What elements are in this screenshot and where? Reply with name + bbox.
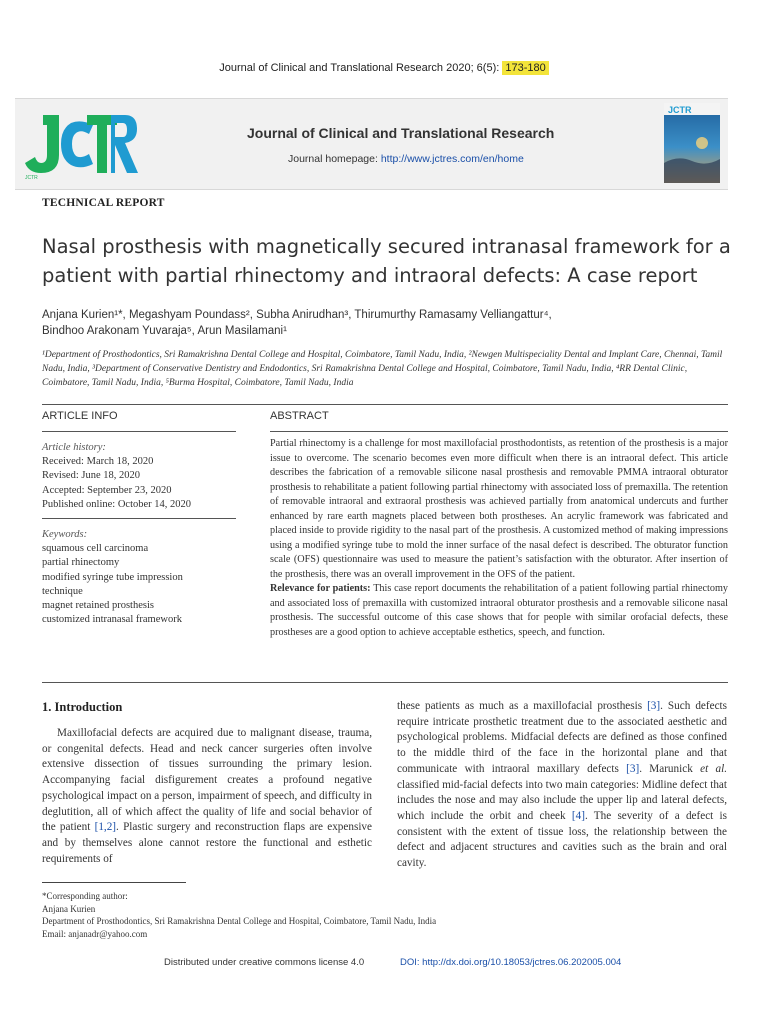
intro-text: . Such defects require intricate prosthetic treatment due to the associated aesthetic and psychological problems. Midfacial defects are defined as those confined to the middle third of the face in the horizontal plane and that communicate with intraoral maxillary defects [397,700,727,775]
logo-text: JCTR [25,175,38,181]
homepage-link[interactable]: http://www.jctres.com/en/home [380,153,524,165]
revised-date: Revised: June 18, 2020 [42,470,140,482]
relevance-label: Relevance for patients: [270,583,371,594]
published-date: Published online: October 14, 2020 [42,498,192,510]
doi-link[interactable]: DOI: http://dx.doi.org/10.18053/jctres.06.202005.004 [400,957,622,968]
paper-title [42,232,732,290]
author-list [42,308,732,339]
footnote-line: *Corresponding author: [42,891,128,901]
relevance-paragraph [270,582,728,640]
intro-text: Maxillofacial defects are acquired due to malignant disease, trauma, or congenital defects. Head and neck cancer surgeries often involve extensive dissection of tissues surrounding the primary lesion. Accompanying facial disfigurement creates a profound negative psychological impact on a person, impairment of speech, and difficulty in deglutition, all of which affect the quality of life and social behavior of the patient [42,727,372,834]
authors-line: Bindhoo Arakonam Yuvaraja⁵, Arun Masilamani¹ [42,324,287,337]
corresponding-author-footnote [42,890,542,940]
journal-banner [15,98,728,190]
intro-text: . Plastic surgery and reconstruction flaps are expensive and by themselves alone cannot restore the functional and esthetic requirements of [42,821,372,865]
paper-title-line: patient with partial rhinectomy and intraoral defects: A case report [42,264,698,287]
intro-text: classified mid-facial defects into two main categories: Midline defect that includes the nose and may also include the upper lip and lateral defects, which include the orbit and cheek [397,778,727,822]
footnote-divider [42,882,186,883]
divider [270,431,728,432]
keywords-label: Keywords: [42,529,88,540]
divider [42,431,236,432]
citation-text: Journal of Clinical and Translational Research 2020; 6(5): [219,62,503,74]
abstract-text: Partial rhinectomy is a challenge for most maxillofacial prosthodontists, as retention of the prosthesis is a major issue to overcome. The scenario becomes even more difficult when there is an intraoral defect. This article describes the fabrication of a removable silicone nasal prosthesis and removable PMMA intraoral obturator prosthesis to rehabilitate a patient following partial rhinectomy with associated loss of premaxilla. The retention of removable intraoral and extraoral prosthesis was achieved partially from anatomical undercuts and further enhanced by rare earth magnets placed between both prostheses. An acrylic framework was fabricated and placed inside to provide rigidity to the nasal part of the prosthesis. A customized method of making impressions using a modified syringe tube to mold the inner surface of the nasal defect is described. The obturator function scale (OFS) questionnaire was used to measure the patient’s satisfaction with the obturator. After insertion of the prosthesis, there was an overall improvement in the OFS of the patient. [270,438,728,580]
article-info-heading: ARTICLE INFO [42,410,118,422]
keyword: customized intranasal framework [42,614,182,626]
authors-line: Anjana Kurien¹*, Megashyam Poundass², Subha Anirudhan³, Thirumurthy Ramasamy Velliangattur⁴, [42,309,552,321]
history-label: Article history: [42,442,106,453]
intro-text: . The severity of a defect is consistent with the extent of tissue loss, the relationship between the defect and adjacent structures and cavities such as the brain and oral cavity. [397,809,727,870]
divider [42,682,728,683]
paper-title-line: Nasal prosthesis with magnetically secured intranasal framework for a [42,235,731,258]
relevance-text: This case report documents the rehabilitation of a patient following partial rhinectomy and associated loss of premaxilla with customized intraoral obturator prosthesis and a removable silicone nasal prosthesis. The successful outcome of this case shows that for people with similar orofacial defects, these prostheses are a good option to achieve acceptable esthetics, speech, and function. [270,583,728,638]
keyword: partial rhinectomy [42,557,120,569]
journal-citation [0,62,768,74]
keyword: squamous cell carcinoma [42,543,149,555]
keyword: magnet retained prosthesis [42,600,154,612]
footnote-line: Anjana Kurien [42,903,96,914]
citation-link[interactable]: [3] [647,700,661,712]
affiliations: ¹Department of Prosthodontics, Sri Ramakrishna Dental College and Hospital, Coimbatore, Tamil Nadu, India, ²Newgen Multispeciality Dental and Implant Care, Chennai, Tamil Nadu, India, ³Department of Conservative Dentistry and Endodontics, Sri Ramakrishna Dental College and Hospital, Coimbatore, Tamil Nadu, India, ⁴RR Dental Clinic, Coimbatore, Tamil Nadu, India, ⁵Burma Hospital, Coimbatore, Tamil Nadu, India [42,350,723,388]
article-history [42,441,242,512]
citation-link[interactable]: [3] [626,762,640,775]
jctr-logo [21,107,141,181]
journal-homepage [288,153,524,165]
citation-link[interactable]: [4] [571,809,585,822]
introduction-heading: 1. Introduction [42,700,123,714]
footnote-line: Department of Prosthodontics, Sri Ramakrishna Dental College and Hospital, Coimbatore, Tamil Nadu, India [42,916,437,926]
intro-right-column [397,699,727,872]
journal-cover-image [664,103,720,183]
intro-text: et al. [700,762,727,775]
abstract-body [270,437,728,640]
intro-text: these patients as much as a maxillofacial prosthesis [397,700,648,712]
journal-title: Journal of Clinical and Translational Research [247,125,555,141]
license-text: Distributed under creative commons license 4.0 [164,957,365,968]
footnote-email: Email: anjanadr@yahoo.com [42,928,148,939]
citation-link[interactable]: [1,2] [94,821,117,834]
homepage-label: Journal homepage: [288,153,381,165]
citation-pages: 173-180 [502,61,548,75]
intro-left-column [42,726,372,867]
divider [42,518,236,519]
received-date: Received: March 18, 2020 [42,456,154,468]
intro-paragraph [42,726,372,867]
section-type: TECHNICAL REPORT [42,197,165,209]
keyword: technique [42,585,83,597]
abstract-heading: ABSTRACT [270,410,329,422]
intro-text: . Marunick [639,762,701,775]
keywords [42,528,247,627]
intro-paragraph [397,699,727,872]
accepted-date: Accepted: September 23, 2020 [42,484,172,496]
keyword: modified syringe tube impression [42,571,183,583]
divider [42,404,728,405]
cover-text: JCTR [668,105,692,115]
